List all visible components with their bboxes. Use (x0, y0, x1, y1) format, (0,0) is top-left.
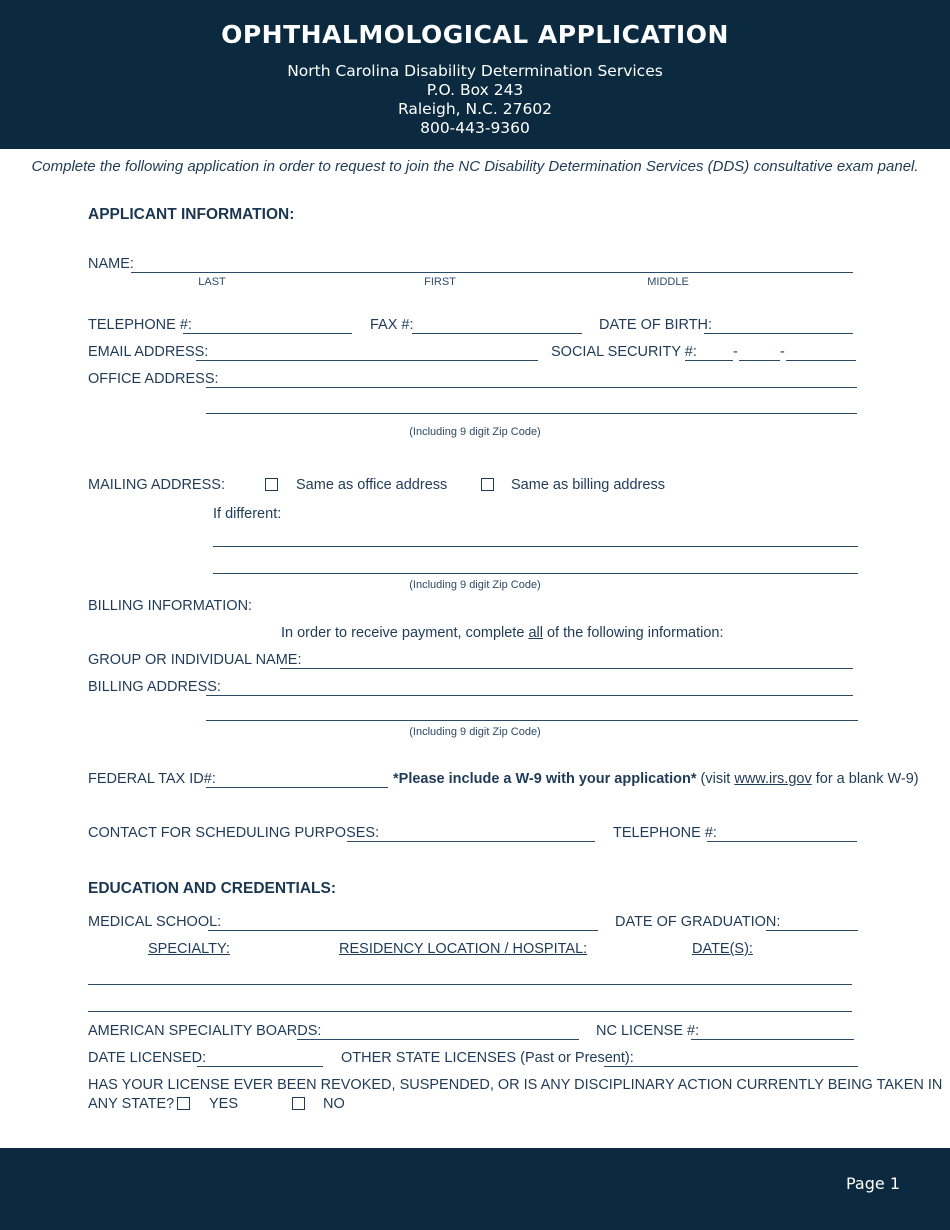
phone-line: 800-443-9360 (420, 119, 530, 137)
mailing-field-1[interactable] (213, 546, 858, 547)
tax-id-field[interactable] (206, 787, 388, 788)
ssn-field-2[interactable] (739, 360, 780, 361)
last-caption: LAST (198, 276, 226, 288)
boards-field[interactable] (297, 1039, 579, 1040)
contact-tel-label: TELEPHONE #: (613, 825, 717, 841)
group-field[interactable] (280, 668, 853, 669)
telephone-field[interactable] (183, 333, 352, 334)
contact-tel-field[interactable] (707, 841, 857, 842)
office-label: OFFICE ADDRESS: (88, 371, 219, 387)
middle-caption: MIDDLE (647, 276, 689, 288)
ssn-field-3[interactable] (786, 360, 856, 361)
dob-field[interactable] (704, 333, 853, 334)
tax-id-label: FEDERAL TAX ID#: (88, 771, 216, 787)
contact-label: CONTACT FOR SCHEDULING PURPOSES: (88, 825, 380, 841)
billing-heading: BILLING INFORMATION: (88, 598, 253, 614)
fax-field[interactable] (412, 333, 582, 334)
billing-note: In order to receive payment, complete all of the following information: (281, 625, 724, 641)
mailing-label: MAILING ADDRESS: (88, 477, 225, 493)
same-billing-label: Same as billing address (511, 477, 665, 493)
boards-label: AMERICAN SPECIALITY BOARDS: (88, 1023, 322, 1039)
graduation-field[interactable] (766, 930, 858, 931)
residency-row-1[interactable] (88, 984, 852, 985)
telephone-label: TELEPHONE #: (88, 317, 192, 333)
nc-license-field[interactable] (691, 1039, 854, 1040)
billing-zip-note: (Including 9 digit Zip Code) (409, 726, 541, 738)
education-heading: EDUCATION AND CREDENTIALS: (88, 880, 336, 897)
ssn-field-1[interactable] (685, 360, 733, 361)
revoked-question-line2: ANY STATE? (88, 1096, 175, 1112)
mailing-field-2[interactable] (213, 573, 858, 574)
no-checkbox[interactable] (292, 1097, 305, 1110)
revoked-question-line1: HAS YOUR LICENSE EVER BEEN REVOKED, SUSPENDED, OR IS ANY DISCIPLINARY ACTION CURRENTLY BEING TAKEN IN (88, 1077, 943, 1093)
billing-address-field-1[interactable] (206, 695, 853, 696)
same-billing-checkbox[interactable] (481, 478, 494, 491)
office-field-2[interactable] (206, 413, 857, 414)
header-banner (0, 0, 950, 149)
school-field[interactable] (208, 930, 598, 931)
same-office-label: Same as office address (296, 477, 448, 493)
date-licensed-label: DATE LICENSED: (88, 1050, 207, 1066)
irs-link[interactable]: www.irs.gov (734, 771, 812, 787)
page-number: Page 1 (846, 1174, 900, 1193)
org-name: North Carolina Disability Determination Services (287, 62, 663, 80)
name-field[interactable] (131, 272, 853, 273)
form-title: OPHTHALMOLOGICAL APPLICATION (221, 20, 729, 49)
same-office-checkbox[interactable] (265, 478, 278, 491)
date-licensed-field[interactable] (197, 1066, 323, 1067)
applicant-heading: APPLICANT INFORMATION: (88, 206, 295, 223)
fax-label: FAX #: (370, 317, 414, 333)
yes-label: YES (209, 1096, 239, 1112)
graduation-label: DATE OF GRADUATION: (615, 914, 781, 930)
residency-header: RESIDENCY LOCATION / HOSPITAL: (339, 941, 588, 957)
city-line: Raleigh, N.C. 27602 (397, 100, 553, 118)
if-different-label: If different: (213, 506, 282, 522)
po-box: P.O. Box 243 (426, 81, 524, 99)
first-caption: FIRST (424, 276, 456, 288)
email-field[interactable] (196, 360, 538, 361)
billing-address-field-2[interactable] (206, 720, 858, 721)
school-label: MEDICAL SCHOOL: (88, 914, 222, 930)
ssn-dash-2: - (780, 344, 785, 360)
residency-row-2[interactable] (88, 1011, 852, 1012)
billing-address-label: BILLING ADDRESS: (88, 679, 221, 695)
email-label: EMAIL ADDRESS: (88, 344, 209, 360)
ssn-dash-1: - (733, 344, 738, 360)
no-label: NO (323, 1096, 345, 1112)
group-label: GROUP OR INDIVIDUAL NAME: (88, 652, 302, 668)
office-zip-note: (Including 9 digit Zip Code) (409, 426, 541, 438)
office-field-1[interactable] (206, 387, 857, 388)
intro-text: Complete the following application in order to request to join the NC Disability Determination Services (DDS) consultative exam panel. (31, 158, 919, 175)
other-licenses-label: OTHER STATE LICENSES (Past or Present): (341, 1050, 634, 1066)
mailing-zip-note: (Including 9 digit Zip Code) (409, 579, 541, 591)
other-licenses-field[interactable] (604, 1066, 858, 1067)
yes-checkbox[interactable] (177, 1097, 190, 1110)
nc-license-label: NC LICENSE #: (596, 1023, 700, 1039)
specialty-header: SPECIALTY: (148, 941, 230, 957)
contact-field[interactable] (347, 841, 595, 842)
dates-header: DATE(S): (692, 941, 753, 957)
name-label: NAME: (88, 256, 134, 272)
ssn-label: SOCIAL SECURITY #: (551, 344, 697, 360)
footer-banner (0, 1148, 950, 1230)
w9-note: *Please include a W-9 with your application* (visit www.irs.gov for a blank W-9) (393, 771, 919, 787)
dob-label: DATE OF BIRTH: (599, 317, 713, 333)
